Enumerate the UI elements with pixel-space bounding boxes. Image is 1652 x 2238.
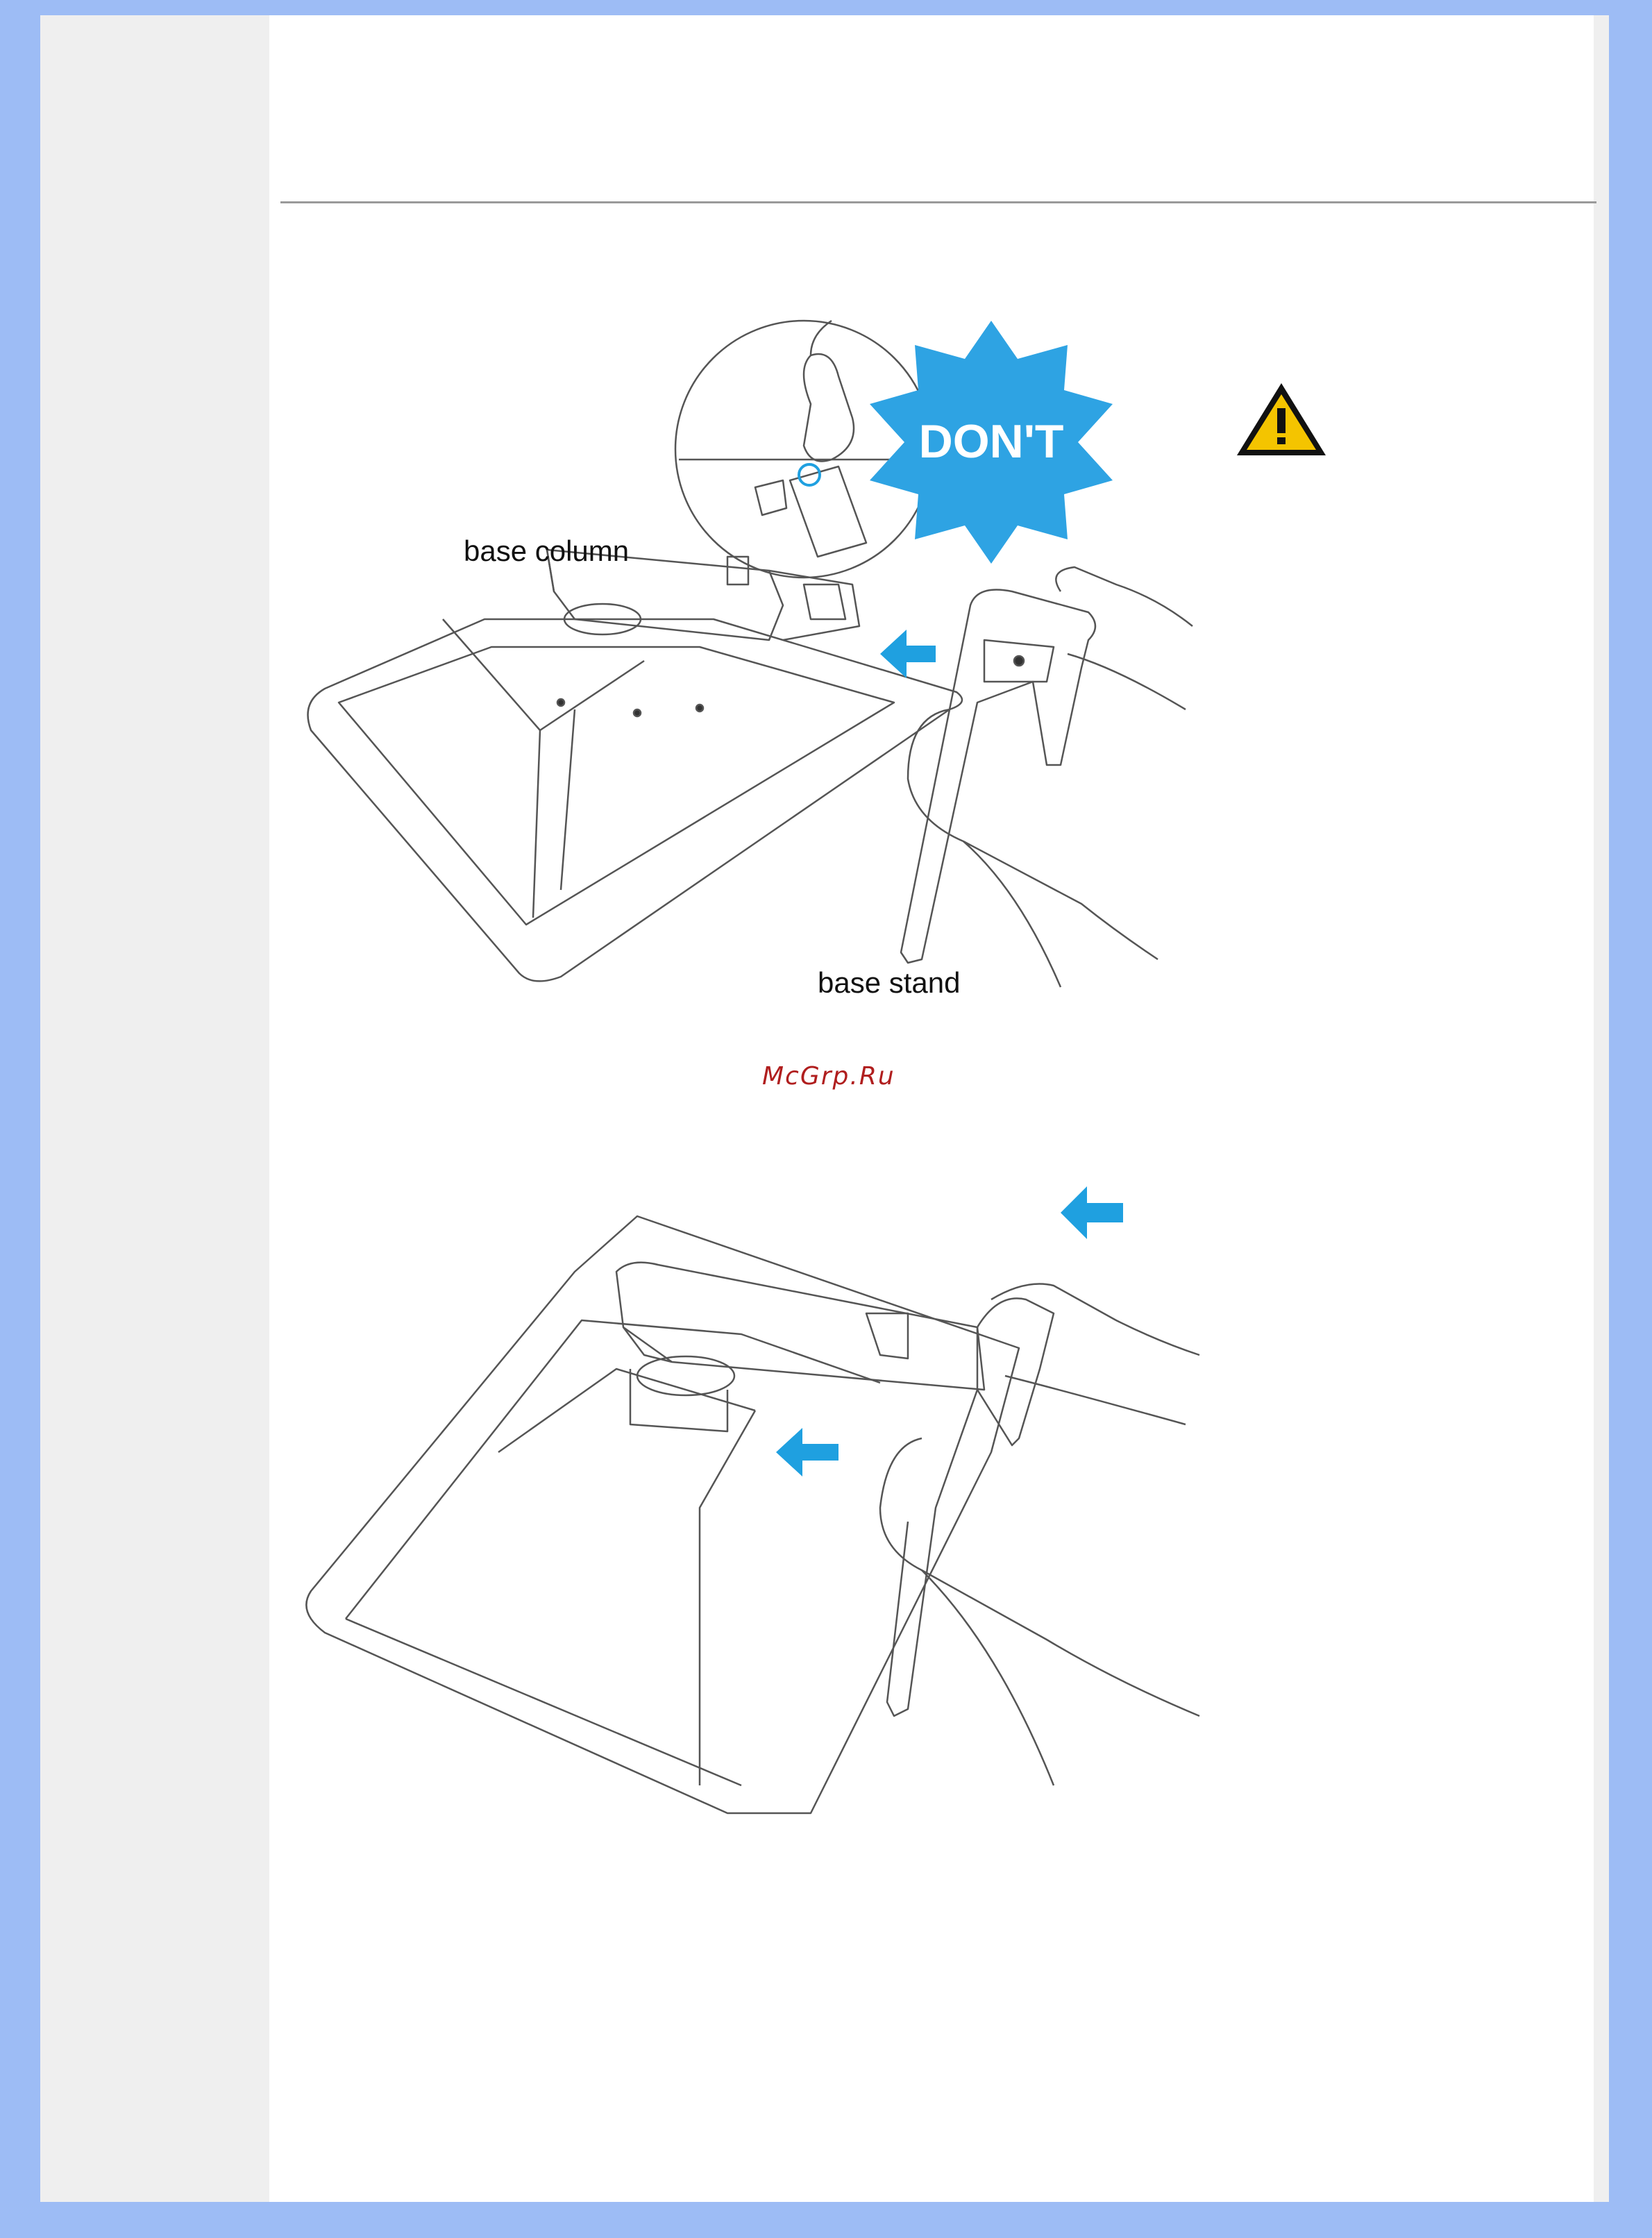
hand-right xyxy=(1056,567,1192,626)
arrow-left-icon xyxy=(776,1428,838,1476)
monitor-back-plate xyxy=(308,619,963,981)
arrow-left-icon xyxy=(1061,1186,1123,1239)
label-base-stand: base stand xyxy=(818,966,961,999)
base-stand xyxy=(977,1298,1054,1445)
figure-2-illustration xyxy=(283,1161,1290,1813)
figure-1-illustration xyxy=(283,293,1255,1029)
monitor-back-plate xyxy=(306,1216,1019,1813)
base-column xyxy=(616,1263,984,1390)
watermark: McGrp.Ru xyxy=(762,1062,895,1091)
hand-right xyxy=(991,1284,1199,1356)
detail-zoom-circle xyxy=(675,321,932,578)
header-divider xyxy=(280,201,1596,203)
hand-left xyxy=(908,709,1158,959)
left-sidebar xyxy=(40,15,269,2202)
label-base-column: base column xyxy=(464,535,630,567)
right-margin-strip xyxy=(1594,15,1609,2202)
dont-callout-text: DON'T xyxy=(918,415,1064,468)
page xyxy=(40,15,1609,2202)
warning-triangle-icon xyxy=(1233,378,1330,461)
